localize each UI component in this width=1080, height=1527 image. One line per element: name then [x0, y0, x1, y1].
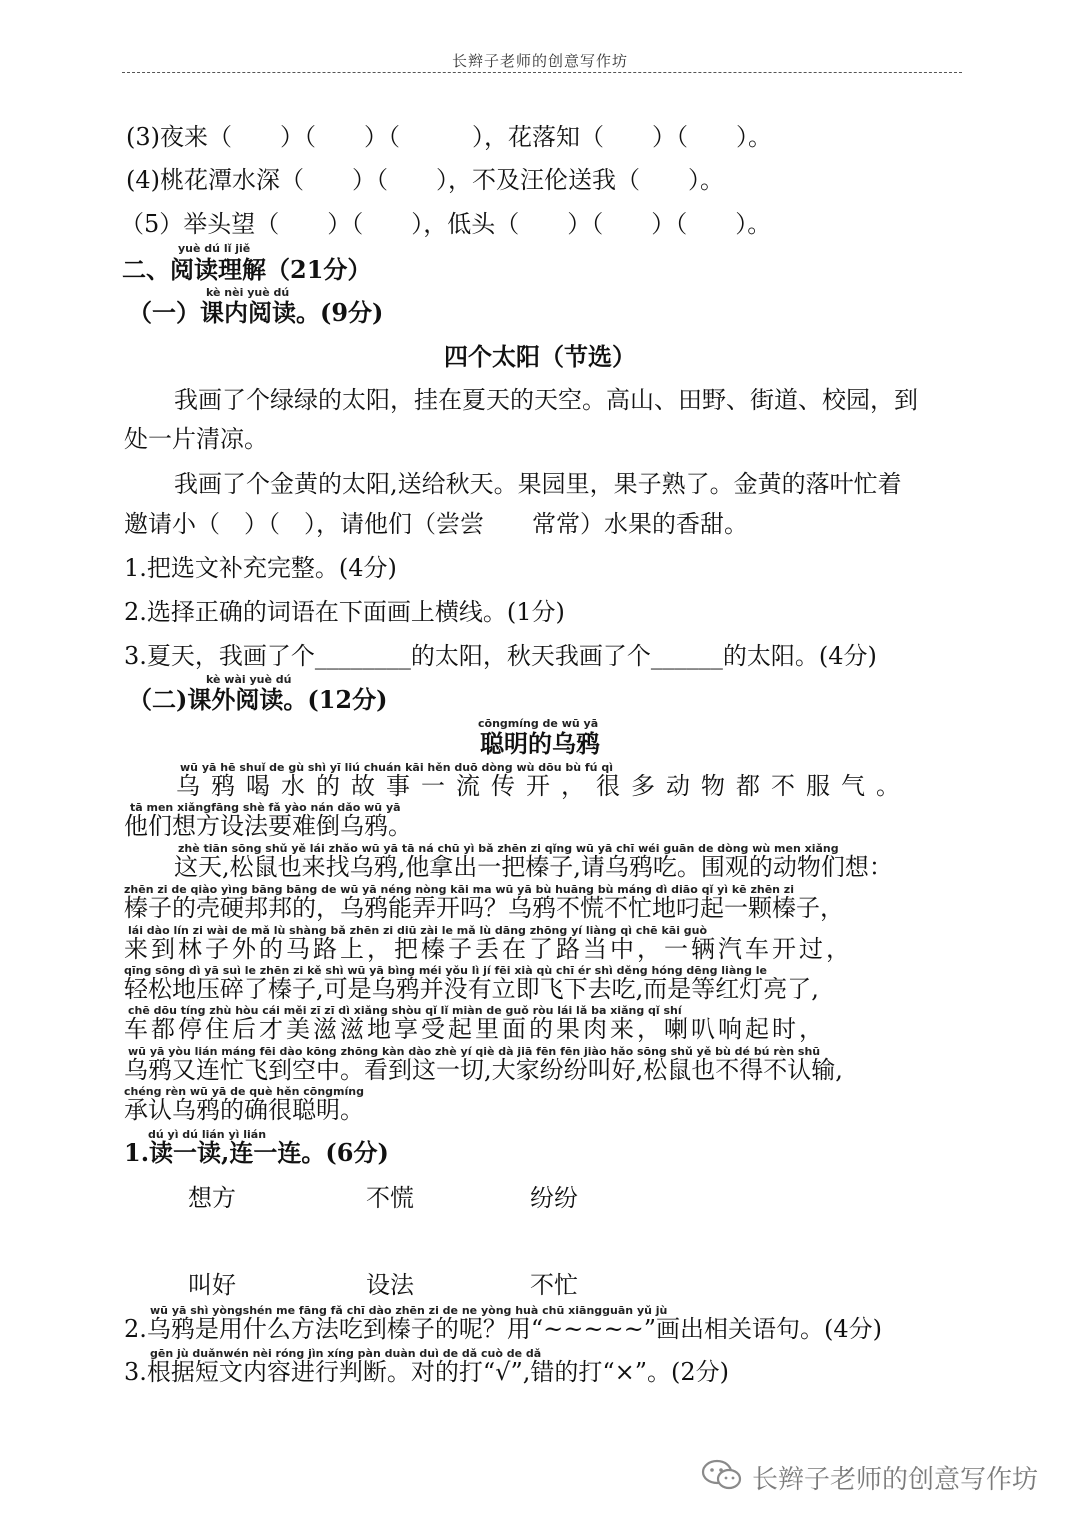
- story-line: 乌鸦喝水的故事一流传开，很多动物都不服气。: [176, 772, 911, 800]
- passage-line: 邀请小（ ）（ ），请他们（尝尝 常常）水果的香甜。: [124, 510, 748, 538]
- story-line: 车都停住后才美滋滋地享受起里面的果肉来，喇叭响起时，: [124, 1015, 826, 1043]
- passage-line: 我画了个金黄的太阳,送给秋天。果园里，果子熟了。金黄的落叶忙着: [174, 470, 902, 498]
- story-pinyin: qīng sōng dì yā suì le zhēn zi kě shì wū yā bìng méi yǒu lì jí fēi xià qù chī ér shì děng hóng dēng liàng le: [124, 964, 768, 977]
- story-line: 承认乌鸦的确很聪明。: [124, 1096, 364, 1124]
- story-pinyin: chē dōu tíng zhù hòu cái měi zī zī dì xiǎng shòu qǐ lǐ miàn de guǒ ròu lái lǎ ba xiǎng qǐ shí: [128, 1004, 682, 1017]
- q3-text: 3.根据短文内容进行判断。对的打“√”,错的打“×”。(2分): [124, 1358, 730, 1386]
- wechat-icon: [700, 1458, 744, 1492]
- story-line: 乌鸦又连忙飞到空中。看到这一切,大家纷纷叫好,松鼠也不得不认输,: [124, 1056, 843, 1084]
- story-pinyin: zhēn zi de qiào yìng bāng bāng de wū yā néng nòng kāi ma wū yā bù huāng bù máng dì diāo qǐ yì kē zhēn zi: [124, 883, 794, 896]
- story-title-pinyin: cōngmíng de wū yā: [478, 717, 599, 730]
- story-title: 聪明的乌鸦: [480, 729, 600, 758]
- fill-blank-4: (4)桃花潭水深（ ）（ ），不及汪伦送我（ ）。: [126, 166, 724, 194]
- story-pinyin: wū yā hē shuǐ de gù shì yī liú chuán kāi hěn duō dòng wù dōu bù fú qì: [180, 761, 613, 774]
- story-pinyin: tā men xiǎngfāng shè fǎ yào nán dǎo wū yā: [130, 801, 401, 814]
- match-word: 设法: [366, 1271, 414, 1299]
- fill-blank-3: (3)夜来（ ）（ ）（ ），花落知（ ）（ ）。: [126, 123, 772, 151]
- question-item: 1.把选文补充完整。(4分): [124, 554, 397, 582]
- story-pinyin: wū yā yòu lián máng fēi dào kōng zhōng kàn dào zhè yí qiè dà jiā fēn fēn jiào hǎo sōng shǔ yě bù dé bú rèn shū: [128, 1045, 821, 1058]
- story-pinyin: lái dào lín zi wài de mǎ lù shàng bǎ zhēn zi diū zài le mǎ lù dāng zhōng yí liàng qì chē kāi guò: [128, 924, 708, 937]
- q2-text: 2.乌鸦是用什么方法吃到榛子的呢？用“~~~~~”画出相关语句。(4分): [124, 1315, 882, 1343]
- q3-pinyin: gēn jù duǎnwén nèi róng jìn xíng pàn duàn duì de dǎ cuò de dǎ: [150, 1347, 542, 1360]
- match-word: 纷纷: [530, 1184, 578, 1212]
- story-line: 他们想方设法要难倒乌鸦。: [124, 812, 412, 840]
- match-word: 不慌: [366, 1184, 414, 1212]
- watermark-text: 长辫子老师的创意写作坊: [752, 1465, 1039, 1495]
- story-line: 榛子的壳硬邦邦的，乌鸦能弄开吗？乌鸦不慌不忙地叼起一颗榛子，: [124, 894, 844, 922]
- match-word: 不忙: [530, 1271, 578, 1299]
- part2-pinyin: kè wài yuè dú: [206, 673, 292, 686]
- page-header: 长辫子老师的创意写作坊: [451, 52, 628, 70]
- question-item: 3.夏天，我画了个________的太阳，秋天我画了个______的太阳。(4分): [124, 642, 877, 670]
- part1-pinyin: kè nèi yuè dú: [206, 286, 290, 299]
- header-divider: [122, 72, 962, 73]
- story-line: 这天,松鼠也来找乌鸦,他拿出一把榛子,请乌鸦吃。围观的动物们想：: [174, 853, 893, 881]
- section2-title: 二、阅读理解（21分）: [122, 255, 372, 284]
- passage-line: 处一片清凉。: [124, 425, 268, 453]
- story-pinyin: chéng rèn wū yā de què hěn cōngmíng: [124, 1085, 364, 1098]
- question-item: 2.选择正确的词语在下面画上横线。(1分): [124, 598, 565, 626]
- part1-title: （一）课内阅读。(9分): [128, 298, 384, 327]
- q1-pinyin: dú yì dú lián yì lián: [148, 1128, 267, 1141]
- passage-line: 我画了个绿绿的太阳，挂在夏天的天空。高山、田野、街道、校园，到: [174, 386, 918, 414]
- story-pinyin: zhè tiān sōng shǔ yě lái zhǎo wū yā tā ná chū yì bǎ zhēn zi qǐng wū yā chī wéi guān de dòng wù men xiǎng: [178, 842, 839, 855]
- story-line: 轻松地压碎了榛子,可是乌鸦并没有立即飞下去吃,而是等红灯亮了,: [124, 975, 819, 1003]
- passage-title: 四个太阳（节选）: [444, 342, 636, 371]
- section2-pinyin: yuè dú lǐ jiě: [178, 242, 251, 255]
- q1-title: 1.读一读,连一连。(6分): [124, 1138, 389, 1167]
- match-word: 想方: [188, 1184, 236, 1212]
- q2-pinyin: wū yā shì yòngshén me fāng fǎ chī dào zhēn zi de ne yòng huà chū xiāngguān yǔ jù: [150, 1304, 668, 1317]
- story-line: 来到林子外的马路上，把榛子丢在了路当中，一辆汽车开过，: [124, 935, 853, 963]
- fill-blank-5: （5）举头望（ ）（ ），低头（ ）（ ）（ ）。: [120, 210, 772, 238]
- match-word: 叫好: [188, 1271, 236, 1299]
- part2-title: （二)课外阅读。(12分): [128, 685, 388, 714]
